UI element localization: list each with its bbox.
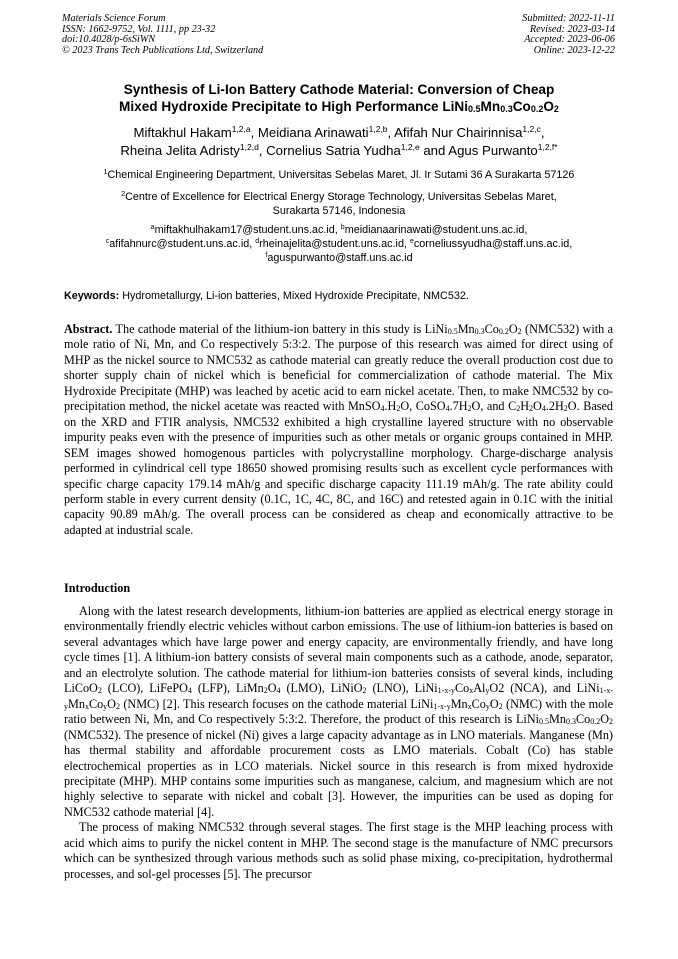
abstract-sub: 0.2 bbox=[498, 327, 509, 336]
title-sub: 0.5 bbox=[468, 104, 481, 114]
body-sub: y bbox=[103, 701, 108, 711]
email-sep: , bbox=[403, 238, 410, 250]
paper-title bbox=[40, 81, 638, 115]
email-line-3 bbox=[40, 251, 638, 265]
email-link[interactable]: meidianaarinawati@student.uns.ac.id, bbox=[344, 224, 528, 236]
body-text: Co bbox=[454, 681, 470, 696]
abstract bbox=[64, 322, 613, 538]
email-link[interactable]: afifahnurc@student.uns.ac.id bbox=[109, 238, 250, 250]
author-sep: , bbox=[250, 125, 258, 140]
body-sub: 4 bbox=[187, 686, 192, 696]
doi-line[interactable]: doi:10.4028/p-6sSiWN bbox=[62, 34, 156, 46]
body-sub: x bbox=[84, 701, 89, 711]
body-text: O bbox=[600, 712, 609, 727]
author-sup: 1,2,e bbox=[400, 142, 420, 152]
body-text: (LCO), LiFePO bbox=[101, 681, 188, 696]
body-sub: y bbox=[485, 701, 490, 711]
body-sub: 0.2 bbox=[590, 717, 601, 727]
affiliation-text: Centre of Excellence for Electrical Energy Storage Technology, Universitas Sebelas Maret, bbox=[125, 191, 557, 203]
body-text: O bbox=[107, 696, 116, 711]
email-list bbox=[40, 223, 638, 265]
email-line-1 bbox=[40, 223, 638, 237]
email-sup: a bbox=[150, 224, 155, 231]
abstract-text: O, and C bbox=[471, 399, 517, 414]
body-sub: x bbox=[469, 686, 474, 696]
abstract-text: H bbox=[520, 399, 530, 414]
body-sub: 4 bbox=[276, 686, 281, 696]
abstract-text: (NMC532) with a mole ratio of Ni, Mn, and Co respectively 5:3:2. The purpose of this research was aimed for direct using of MHP as the nickel source to NMC532 as cathode material can greatly reduce the overall production cost due to shorter supply chain of nickel which is beneficial for commercialization of cathode material. The Mix Hydroxide Precipitate (MHP) was leached by acetic acid to earn nickel acetate. Then, to make NMC532 by co-precipitation method, the nickel acetate was reacted with MnSO bbox=[64, 322, 614, 414]
abstract-text: .2H bbox=[545, 399, 564, 414]
online-date: Online: 2023-12-22 bbox=[533, 44, 615, 56]
body-text: Al bbox=[473, 681, 486, 696]
body-text: (LMO), LiNiO bbox=[280, 681, 363, 696]
abstract-text: .H bbox=[384, 399, 397, 414]
body-sub: 2 bbox=[263, 686, 268, 696]
keywords bbox=[64, 289, 624, 303]
abstract-text: O bbox=[533, 399, 542, 414]
email-link[interactable]: miftakhulhakam17@student.uns.ac.id bbox=[154, 224, 335, 236]
body-sub: x bbox=[467, 701, 472, 711]
abstract-text: O bbox=[508, 322, 518, 336]
body-text: Mn bbox=[68, 696, 85, 711]
introduction-body bbox=[64, 604, 613, 882]
author-sep: and bbox=[419, 143, 449, 158]
affiliation-2 bbox=[40, 190, 638, 218]
abstract-sub: 4 bbox=[380, 404, 385, 414]
affiliation-sup: 2 bbox=[121, 191, 126, 198]
author-sep: , bbox=[540, 125, 545, 140]
affiliation-2-line-1 bbox=[40, 190, 638, 204]
body-sub: 2 bbox=[115, 701, 120, 711]
email-line-2 bbox=[40, 237, 638, 251]
body-text: (NMC) [2]. This research focuses on the cathode material LiNi bbox=[119, 696, 434, 711]
body-text: O bbox=[489, 696, 499, 711]
copyright-line: © 2023 Trans Tech Publications Ltd, Switzerland bbox=[62, 44, 264, 56]
abstract-text: Co bbox=[484, 322, 499, 336]
abstract-label: Abstract. bbox=[64, 322, 113, 336]
email-sup: d bbox=[255, 238, 260, 245]
abstract-sub: 2 bbox=[563, 404, 568, 414]
dates-header bbox=[522, 14, 615, 56]
author-name: Afifah Nur Chairinnisa bbox=[394, 125, 523, 140]
body-text: Mn bbox=[549, 712, 566, 727]
author-sup: 1,2,b bbox=[368, 124, 388, 134]
abstract-sub: 2 bbox=[396, 404, 401, 414]
email-sep: , bbox=[334, 224, 341, 236]
email-sup: f bbox=[265, 252, 268, 259]
title-line-1: Synthesis of Li-Ion Battery Cathode Material: Conversion of Cheap bbox=[123, 82, 555, 97]
email-link[interactable]: rheinajelita@student.uns.ac.id bbox=[259, 238, 404, 250]
body-sub: y bbox=[485, 686, 490, 696]
body-text: Co bbox=[575, 712, 591, 727]
body-text: (NMC) with the mole ratio between Ni, Mn, and Co respectively 5:3:2. Therefore, the product of this research is LiNi bbox=[64, 696, 613, 727]
keywords-text: Hydrometallurgy, Li-ion batteries, Mixed Hydroxide Precipitate, NMC532. bbox=[119, 290, 469, 302]
email-link[interactable]: corneliussyudha@staff.uns.ac.id, bbox=[413, 238, 573, 250]
body-text: O bbox=[267, 681, 277, 696]
body-sub: 0.5 bbox=[539, 717, 550, 727]
abstract-sub: 0.5 bbox=[447, 327, 458, 336]
author-sup: 1,2,d bbox=[239, 142, 259, 152]
author-line-1 bbox=[40, 124, 638, 142]
paragraph: The process of making NMC532 through several stages. The first stage is the MHP leaching process with acid which aims to purify the nickel content in MHP. The second stage is the manufacture of NMC precursors which can be synthesized through various methods such as solid phase mixing, co-precipitation, hydrothermal processes, and sol-gel processes [5]. The precursor bbox=[64, 820, 613, 881]
body-text: Along with the latest research developments, lithium-ion batteries are applied as electrical energy storage in environmentally friendly electric vehicles without carbon emissions. The use of lithium-ion batteries is based on several advantages which have large power and energy capacity, are environmentally friendly, and have long cycle times [1]. A lithium-ion battery consists of several main components such as a cathode, anode, separator, and an electrolyte solution. The cathode material for lithium-ion batteries consists of several kinds, including LiCoO bbox=[64, 604, 613, 696]
title-sub: 2 bbox=[553, 104, 559, 114]
abstract-text: O. Based on the XRD and FTIR analysis, NMC532 exhibited a high crystalline layered structure with no observable impurity peaks even with the presence of impurities such as other metals or organic groups contained in MHP. SEM images showed homogenous particles with polycrystalline morphology. Charge-discharge analysis performed in cylindrical cell type 18650 showed promising results such as excellent cycle performances with specific charge capacity 179.14 mAh/g and specific discharge capacity 111.19 mAh/g. The rate ability could perform stable in every current density (0.1C, 1C, 4C, 8C, and 16C) and retested again in 0.1C with the initial capacity 90.89 mAh/g. The overall process can be considered as cheap and economically attractive to be adapted at industrial scale. bbox=[64, 399, 613, 537]
body-sub: 2 bbox=[609, 717, 613, 727]
affiliation-text: Chemical Engineering Department, Universitas Sebelas Maret, Jl. Ir Sutami 36 A Surakarta 57126 bbox=[107, 169, 575, 181]
abstract-sub: 2 bbox=[467, 404, 472, 414]
author-sep: , bbox=[387, 125, 395, 140]
submitted-date: Submitted: 2022-11-11 bbox=[522, 13, 615, 24]
title-text: O bbox=[543, 99, 554, 114]
author-name: Cornelius Satria Yudha bbox=[266, 143, 401, 158]
paragraph bbox=[64, 604, 613, 820]
abstract-sub: 2 bbox=[516, 404, 521, 414]
journal-header bbox=[62, 14, 263, 56]
journal-name: Materials Science Forum bbox=[62, 13, 166, 24]
title-text: Mixed Hydroxide Precipitate to High Performance LiNi bbox=[119, 99, 469, 114]
body-text: (LFP), LiMn bbox=[191, 681, 264, 696]
revised-date: Revised: 2023-03-14 bbox=[529, 23, 615, 35]
abstract-sub: 4 bbox=[541, 404, 546, 414]
author-name: Agus Purwanto bbox=[448, 143, 538, 158]
body-sub: 1-x-y bbox=[64, 686, 613, 711]
author-sep: , bbox=[258, 143, 267, 158]
body-text: (NMC532). The presence of nickel (Ni) gives a large capacity advantage as in LNO materials. Manganese (Mn) has thermal stability and affordable procurement costs as LMO materials. Cobalt (Co) has stable electrochemical properties as in LCO materials. Nickel source in this research is from mixed hydroxide precipitate (MHP). MHP contains some impurities such as manganese, calcium, and magnesium which are not highly selective to separate with nickel and cobalt [3]. However, the impurities can be used as doping for NMC532 cathode material [4]. bbox=[64, 727, 613, 819]
body-text: Mn bbox=[450, 696, 468, 711]
author-name: Miftakhul Hakam bbox=[133, 125, 232, 140]
title-line-2 bbox=[40, 98, 638, 115]
affiliation-2-line-2: Surakarta 57146, Indonesia bbox=[272, 205, 406, 217]
title-text: Co bbox=[512, 99, 531, 114]
body-text: O2 (NCA), and LiNi bbox=[489, 681, 600, 696]
abstract-text: Mn bbox=[457, 322, 475, 336]
author-sup: 1,2,a bbox=[231, 124, 251, 134]
affiliation-1 bbox=[40, 168, 638, 182]
email-sup: b bbox=[340, 224, 345, 231]
abstract-text: O, CoSO bbox=[400, 399, 446, 414]
body-sub: 2 bbox=[498, 701, 503, 711]
body-sub: 2 bbox=[97, 686, 102, 696]
body-sub: 2 bbox=[362, 686, 367, 696]
title-sub: 0.3 bbox=[500, 104, 513, 114]
author-line-2 bbox=[40, 142, 638, 160]
issn-line: ISSN: 1662-9752, Vol. 1111, pp 23-32 bbox=[62, 23, 216, 35]
title-sub: 0.2 bbox=[530, 104, 544, 114]
email-sep: , bbox=[249, 238, 256, 250]
body-sub: 1-x-y bbox=[433, 701, 451, 711]
section-heading-introduction: Introduction bbox=[64, 581, 131, 595]
author-name: Rheina Jelita Adristy bbox=[120, 143, 240, 158]
abstract-sub: 4 bbox=[445, 404, 450, 414]
abstract-sub: 2 bbox=[529, 404, 534, 414]
abstract-sub: 2 bbox=[517, 327, 522, 336]
author-name: Meidiana Arinawati bbox=[257, 125, 369, 140]
author-list bbox=[40, 124, 638, 160]
affiliation-sup: 1 bbox=[103, 169, 108, 176]
email-sup: c bbox=[105, 238, 110, 245]
email-link[interactable]: aguspurwanto@staff.uns.ac.id bbox=[267, 252, 413, 264]
body-sub: 0.3 bbox=[565, 717, 576, 727]
author-sup: 1,2,c bbox=[522, 124, 541, 134]
abstract-text: .7H bbox=[449, 399, 468, 414]
accepted-date: Accepted: 2023-06-06 bbox=[524, 34, 615, 46]
body-sub: 1-x-y bbox=[437, 686, 455, 696]
title-text: Mn bbox=[480, 99, 501, 114]
keywords-label: Keywords: bbox=[64, 290, 120, 302]
body-text: Co bbox=[471, 696, 486, 711]
abstract-text: The cathode material of the lithium-ion battery in this study is LiNi bbox=[112, 322, 448, 336]
author-sup: 1,2,f* bbox=[537, 142, 558, 152]
body-text: (LNO), LiNi bbox=[366, 681, 438, 696]
email-sup: e bbox=[409, 238, 414, 245]
body-text: Co bbox=[88, 696, 104, 711]
abstract-sub: 0.3 bbox=[474, 327, 485, 336]
